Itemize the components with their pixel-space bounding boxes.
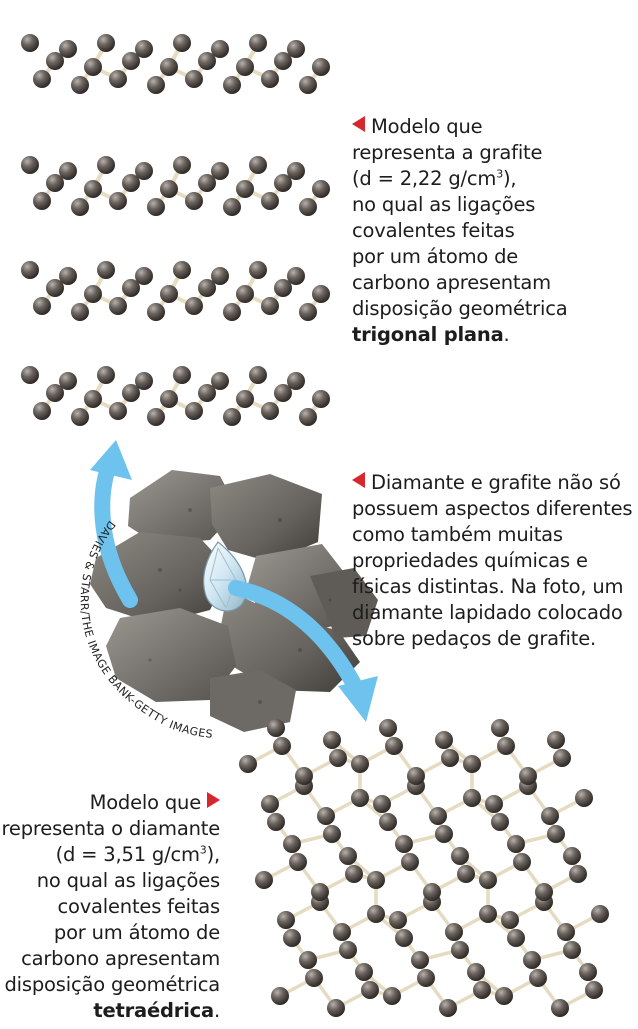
diamond-caption-line: covalentes feitas [57,895,220,918]
carbon-atom [463,755,481,773]
carbon-atom [185,192,203,210]
diamond-caption-line: Modelo que [89,791,201,814]
carbon-atom [185,297,203,315]
carbon-atom [198,174,216,192]
carbon-atom [299,303,317,321]
carbon-atom [585,981,603,999]
graphene-sheet [21,366,330,426]
diamond-caption-line: carbono apresentam [21,947,220,970]
carbon-atom [457,865,475,883]
carbon-atom [261,297,279,315]
carbon-atom [339,847,357,865]
carbon-atom [274,52,292,70]
carbon-atom [21,156,39,174]
graphite-caption [352,114,568,348]
carbon-atom [236,180,254,198]
carbon-atom [312,58,330,76]
diamond-density: (d = 3,51 g/cm [55,843,200,866]
carbon-atom [417,969,435,987]
carbon-atom [523,951,541,969]
density-close: ), [206,843,220,866]
carbon-atom [223,76,241,94]
diamond-geometry-term: tetraédrica [93,999,214,1022]
carbon-atom [323,731,341,749]
carbon-atom [160,58,178,76]
carbon-atom [33,297,51,315]
carbon-atom [411,951,429,969]
carbon-atom [463,789,481,807]
density-exponent: 3 [199,843,207,857]
carbon-atom [236,390,254,408]
carbon-atom [327,999,345,1017]
carbon-atom [147,303,165,321]
carbon-atom [274,174,292,192]
carbon-atom [236,285,254,303]
carbon-atom [198,279,216,297]
carbon-atom [379,719,397,737]
carbon-atom [261,795,279,813]
carbon-atom [160,285,178,303]
carbon-atom [109,402,127,420]
carbon-atom [299,408,317,426]
photo-caption [352,470,632,652]
carbon-atom [160,180,178,198]
carbon-atom [467,963,485,981]
carbon-atom [383,987,401,1005]
carbon-atom [485,795,503,813]
carbon-atom [33,192,51,210]
carbon-atom [173,34,191,52]
carbon-atom [271,987,289,1005]
carbon-atom [239,755,257,773]
diamond-caption-line: por um átomo de [53,921,220,944]
photo-caption-line: físicas distintas. Na foto, um [352,575,624,598]
red-marker-icon [352,116,365,132]
carbon-atom [497,737,515,755]
carbon-atom [274,279,292,297]
diamond-model [236,698,636,1028]
carbon-atom [173,366,191,384]
carbon-atom [395,929,413,947]
carbon-atom [473,981,491,999]
carbon-atom [122,52,140,70]
carbon-atom [160,390,178,408]
carbon-atom [267,719,285,737]
graphene-sheet [21,34,330,94]
density-close: ), [503,167,517,190]
carbon-atom [198,384,216,402]
carbon-atom [439,999,457,1017]
carbon-atom [97,34,115,52]
carbon-atom [109,297,127,315]
carbon-atom [295,767,313,785]
carbon-atom [277,911,295,929]
carbon-atom [507,929,525,947]
carbon-atom [563,941,581,959]
photo-caption-line: Diamante e grafite não só [371,471,621,494]
graphite-caption-line: no qual as ligações [352,193,536,216]
density-exponent: 3 [496,167,504,181]
graphite-caption-line: por um átomo de [352,245,519,268]
carbon-atom [435,731,453,749]
carbon-atom [84,180,102,198]
carbon-atom [84,58,102,76]
graphite-geometry-term: trigonal plana [352,323,504,346]
carbon-atom [249,156,267,174]
carbon-atom [479,905,497,923]
carbon-atom [385,737,403,755]
carbon-atom [71,76,89,94]
carbon-atom [547,825,565,843]
carbon-atom [401,853,419,871]
carbon-atom [445,923,463,941]
carbon-atom [21,366,39,384]
carbon-atom [355,963,373,981]
carbon-atom [491,719,509,737]
carbon-atom [507,835,525,853]
diamond-caption-line: disposição geométrica [4,973,220,996]
carbon-atom [21,34,39,52]
carbon-atom [84,390,102,408]
photo-caption-line: sobre pedaços de grafite. [352,627,597,650]
diamond-caption-line: representa o diamante [1,817,220,840]
carbon-atom [451,847,469,865]
carbon-atom [236,58,254,76]
photo-caption-line: como também muitas [352,523,563,546]
carbon-atom [541,807,559,825]
carbon-atom [553,749,571,767]
carbon-atom [249,34,267,52]
carbon-atom [273,737,291,755]
carbon-atom [185,70,203,88]
carbon-atom [46,279,64,297]
graphite-caption-line: carbono apresentam [352,271,551,294]
carbon-atom [519,767,537,785]
carbon-atom [122,279,140,297]
carbon-atom [71,198,89,216]
carbon-atom [223,303,241,321]
carbon-atom [223,198,241,216]
graphite-caption-line: covalentes feitas [352,219,515,242]
carbon-atom [33,402,51,420]
carbon-atom [84,285,102,303]
carbon-atom [223,408,241,426]
carbon-atom [71,408,89,426]
carbon-atom [312,285,330,303]
carbon-atom [379,813,397,831]
carbon-atom [305,969,323,987]
carbon-atom [389,911,407,929]
red-marker-icon [207,792,220,808]
photo-caption-line: propriedades químicas e [352,549,588,572]
carbon-atom [46,52,64,70]
carbon-atom [501,911,519,929]
carbon-atom [479,871,497,889]
graphite-model [0,25,340,475]
carbon-atom [547,731,565,749]
carbon-atom [329,749,347,767]
carbon-atom [109,70,127,88]
carbon-atom [261,70,279,88]
graphene-sheet [21,261,330,321]
period: . [503,323,510,346]
carbon-atom [345,865,363,883]
carbon-atom [299,198,317,216]
carbon-atom [185,402,203,420]
carbon-atom [563,847,581,865]
carbon-atom [46,174,64,192]
carbon-atom [367,871,385,889]
carbon-atom [351,789,369,807]
carbon-atom [147,76,165,94]
graphite-caption-line: representa a grafite [352,141,543,164]
carbon-atom [491,813,509,831]
carbon-atom [495,987,513,1005]
carbon-atom [373,795,391,813]
carbon-atom [535,883,553,901]
period: . [214,999,220,1022]
carbon-atom [147,408,165,426]
carbon-atom [361,981,379,999]
carbon-atom [255,871,273,889]
carbon-atom [283,929,301,947]
red-marker-icon [352,472,365,488]
carbon-atom [261,402,279,420]
photo-credit-text: DAVIES & STARR/THE IMAGE BANK-GETTY IMAGES [77,518,214,741]
carbon-atom [299,951,317,969]
carbon-atom [575,789,593,807]
carbon-atom [147,198,165,216]
carbon-atom [274,384,292,402]
carbon-atom [33,70,51,88]
carbon-atom [435,825,453,843]
carbon-atom [261,192,279,210]
carbon-atom [289,853,307,871]
carbon-atom [299,76,317,94]
carbon-atom [71,303,89,321]
carbon-atom [407,767,425,785]
carbon-atom [122,174,140,192]
carbon-atom [513,853,531,871]
carbon-atom [198,52,216,70]
carbon-atom [579,963,597,981]
carbon-atom [551,999,569,1017]
carbon-atom [283,835,301,853]
carbon-atom [312,390,330,408]
carbon-atom [97,366,115,384]
carbon-atom [46,384,64,402]
graphene-sheet [21,156,330,216]
carbon-atom [317,807,335,825]
carbon-atom [423,883,441,901]
carbon-atom [441,749,459,767]
carbon-atom [429,807,447,825]
photo-caption-line: diamante lapidado colocado [352,601,623,624]
carbon-atom [323,825,341,843]
carbon-atom [173,156,191,174]
carbon-atom [367,905,385,923]
carbon-atom [333,923,351,941]
carbon-atom [351,755,369,773]
carbon-atom [311,883,329,901]
carbon-atom [97,261,115,279]
carbon-atom [122,384,140,402]
carbon-atom [569,865,587,883]
carbon-atom [529,969,547,987]
carbon-atom [249,261,267,279]
carbon-atom [267,813,285,831]
carbon-atom [97,156,115,174]
carbon-atom [312,180,330,198]
photo-caption-line: possuem aspectos diferentes [352,497,633,520]
carbon-atom [557,923,575,941]
carbon-atom [339,941,357,959]
carbon-atom [109,192,127,210]
graphite-density: (d = 2,22 g/cm [352,167,497,190]
graphite-caption-line: disposição geométrica [352,297,568,320]
carbon-atom [395,835,413,853]
carbon-atom [173,261,191,279]
carbon-atom [591,905,609,923]
diamond-caption-line: no qual as ligações [36,869,220,892]
carbon-atom [451,941,469,959]
carbon-atom [249,366,267,384]
diamond-caption [2,790,220,1024]
arrow-head-up [90,440,132,480]
carbon-atom [21,261,39,279]
graphite-caption-line: Modelo que [371,115,483,138]
